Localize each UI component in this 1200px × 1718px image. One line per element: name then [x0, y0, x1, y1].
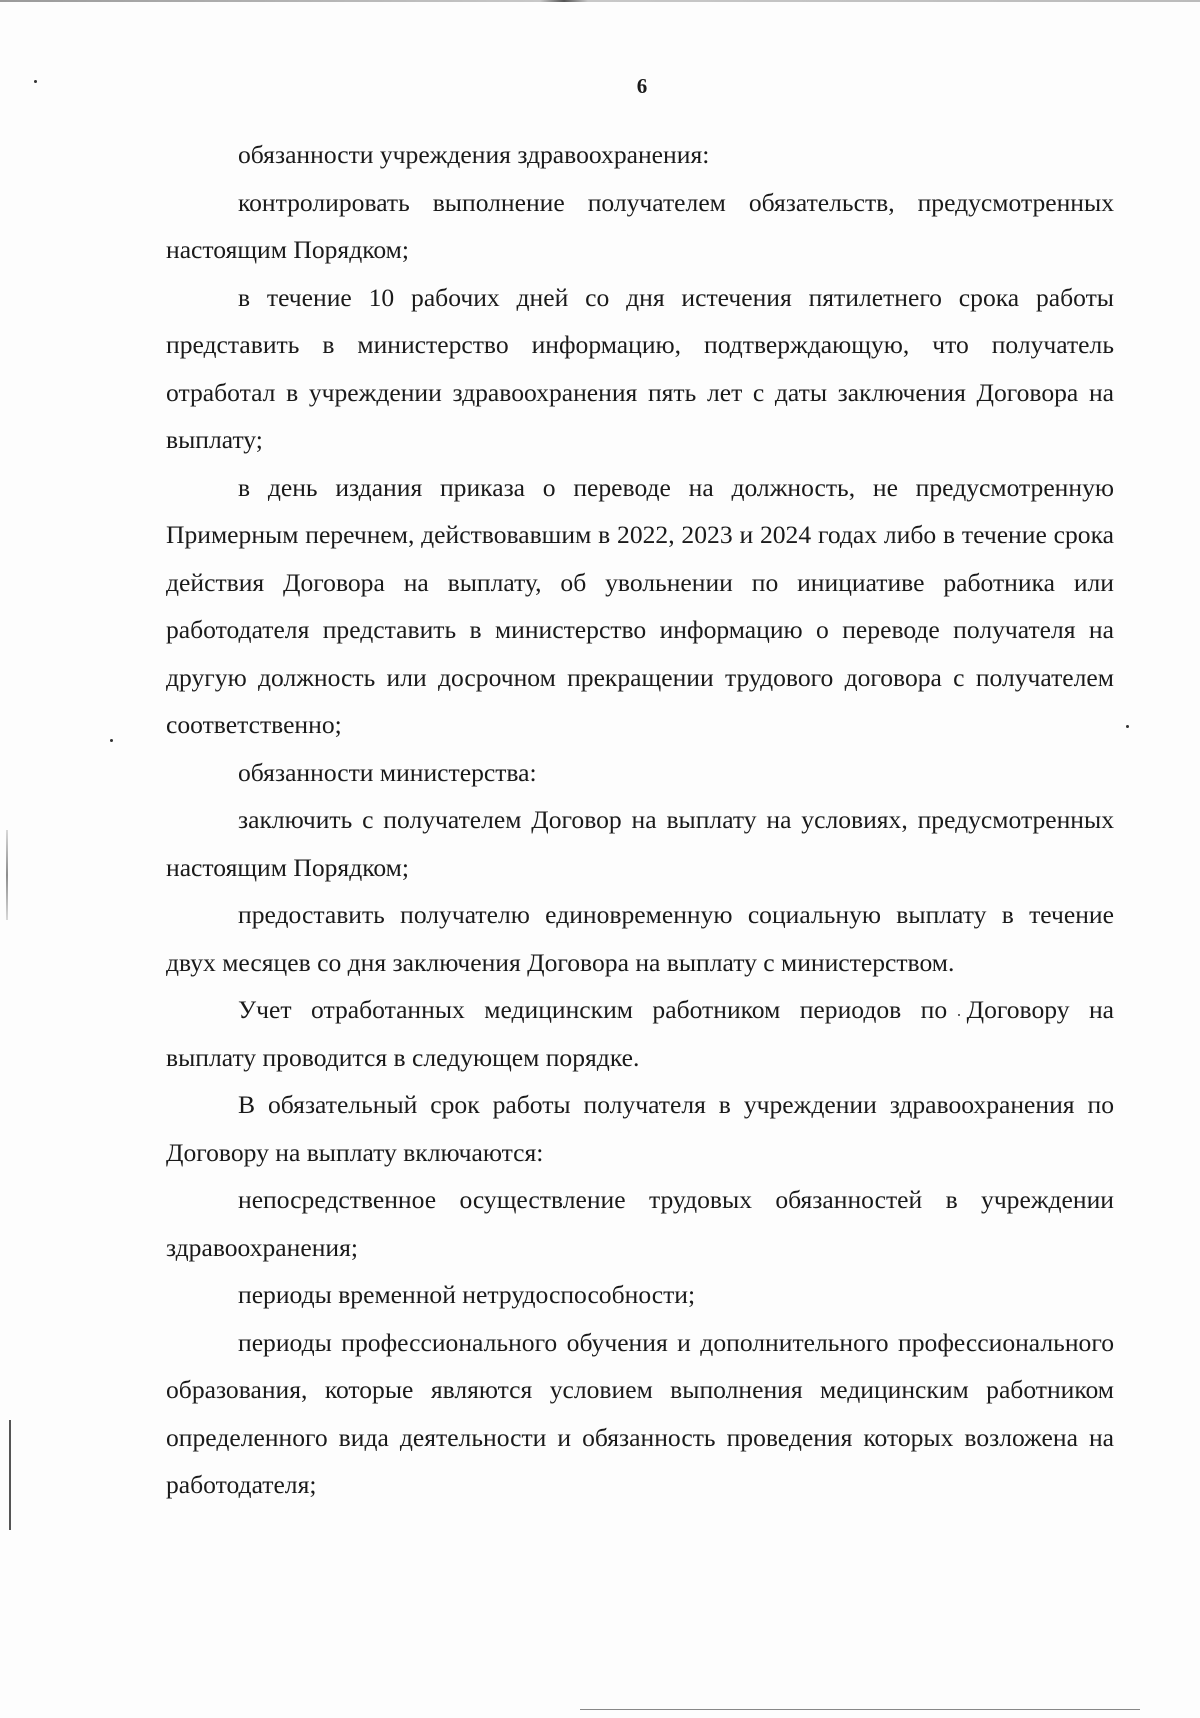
paragraph: периоды временной нетрудоспособности;	[238, 1280, 696, 1309]
paragraph: предоставить получателю единовременную социальную выплату в течение двух месяцев со дня заключения Договора на выплату с министерством.	[166, 900, 1114, 977]
document-body	[166, 131, 1114, 1509]
scan-speck	[110, 739, 113, 742]
paragraph: обязанности министерства:	[238, 757, 537, 787]
paragraph: Учет отработанных медицинским работником периодов по Договору на выплату проводится в следующем порядке.	[166, 995, 1114, 1072]
page-number: 6	[636, 74, 648, 98]
paragraph: периоды профессионального обучения и дополнительного профессионального образования, которые являются условием выполнения медицинским работником определенного вида деятельности и обязанность проведения которых возложена на работодателя;	[166, 1327, 1114, 1499]
paragraph: в день издания приказа о переводе на должность, не предусмотренную Примерным перечнем, действовавшим в 2022, 2023 и 2024 годах либо в течение срока действия Договора на выплату, об увольнении по инициативе работника или работодателя представить в министерство информацию о переводе получателя на другую должность или досрочном прекращении трудового договора с получателем соответственно;	[166, 472, 1114, 739]
scan-artifact-bottom-line	[580, 1709, 1140, 1710]
paragraph: в течение 10 рабочих дней со дня истечения пятилетнего срока работы представить в министерство информацию, подтверждающую, что получатель отработал в учреждении здравоохранения пять лет с даты заключения Договора на выплату;	[166, 282, 1114, 454]
scan-speck	[1126, 725, 1129, 728]
paragraph: контролировать выполнение получателем обязательств, предусмотренных настоящим Порядком;	[166, 187, 1114, 264]
scan-artifact-left-edge-lower	[9, 1420, 11, 1530]
scan-artifact-top-line	[0, 0, 1200, 2]
paragraph: непосредственное осуществление трудовых обязанностей в учреждении здравоохранения;	[166, 1185, 1114, 1262]
paragraph: обязанности учреждения здравоохранения:	[238, 140, 710, 169]
scan-artifact-left-edge	[6, 830, 8, 920]
paragraph: В обязательный срок работы получателя в учреждении здравоохранения по Договору на выплату включаются:	[166, 1090, 1114, 1167]
paragraph: заключить с получателем Договор на выплату на условиях, предусмотренных настоящим Порядком;	[166, 805, 1114, 882]
